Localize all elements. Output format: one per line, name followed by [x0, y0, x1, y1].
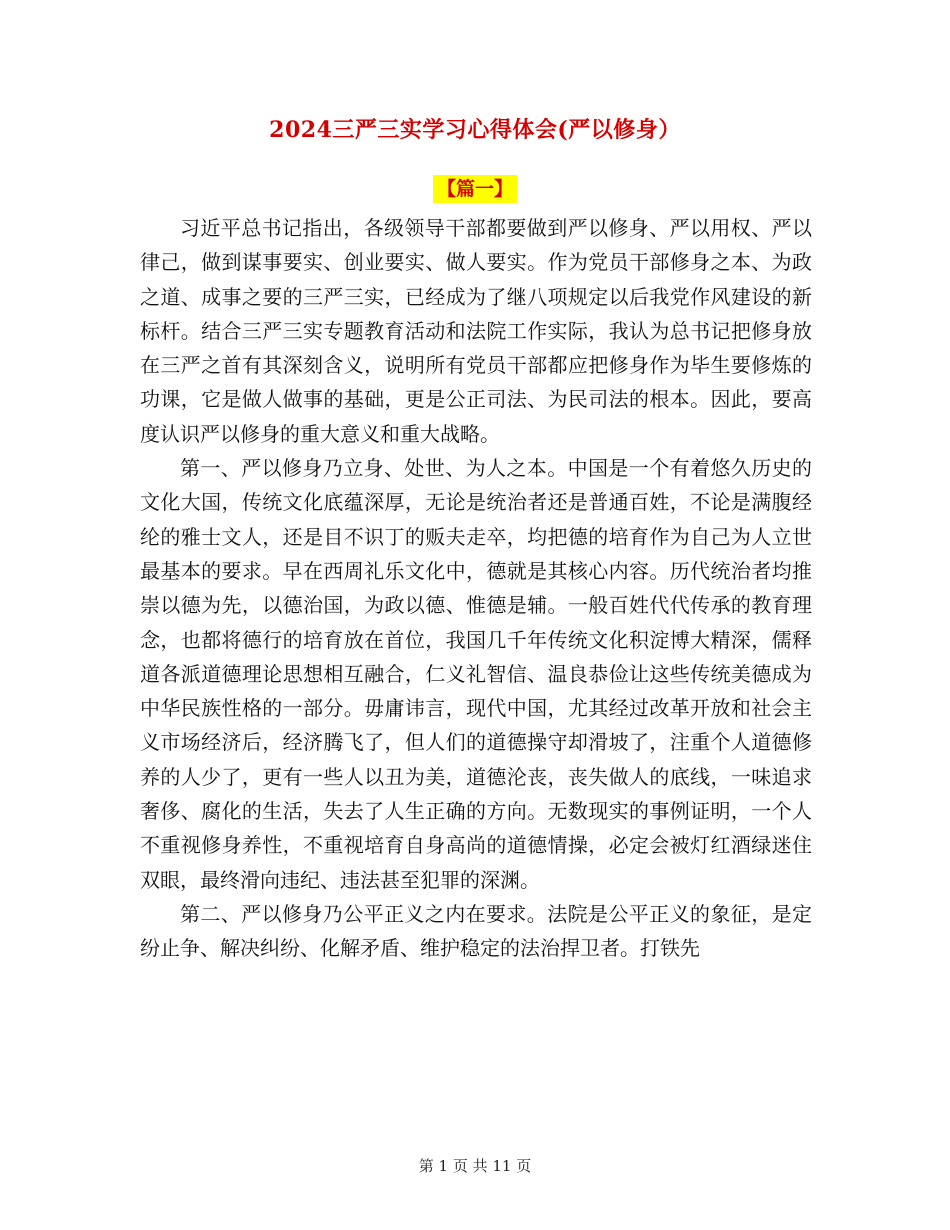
page-footer: 第 1 页 共 11 页	[418, 1157, 532, 1175]
section-label-container	[0, 175, 950, 203]
paragraph-2: 第一、严以修身乃立身、处世、为人之本。中国是一个有着悠久历史的文化大国，传统文化底蕴深厚，无论是统治者还是普通百姓，不论是满腹经纶的雅士文人，还是目不识丁的贩夫走卒，均把德的培育作为自己为人立世最基本的要求。早在西周礼乐文化中，德就是其核心内容。历代统治者均推崇以德为先，以德治国，为政以德、惟德是辅。一般百姓代代传承的教育理念，也都将德行的培育放在首位，我国几千年传统文化积淀博大精深，儒释道各派道德理论思想相互融合，仁义礼智信、温良恭俭让这些传统美德成为中华民族性格的一部分。毋庸讳言，现代中国，尤其经过改革开放和社会主义市场经济后，经济腾飞了，但人们的道德操守却滑坡了，注重个人道德修养的人少了，更有一些人以丑为美，道德沦丧，丧失做人的底线，一味追求奢侈、腐化的生活，失去了人生正确的方向。无数现实的事例证明，一个人不重视修身养性，不重视培育自身高尚的道德情操，必定会被灯红酒绿迷住双眼，最终滑向违纪、违法甚至犯罪的深渊。	[140, 456, 812, 892]
section-label: 【篇一】	[433, 175, 517, 203]
document-title: 2024三严三实学习心得体会(严以修身）	[269, 117, 681, 143]
paragraph-3: 第二、严以修身乃公平正义之内在要求。法院是公平正义的象征，是定纷止争、解决纠纷、化解矛盾、维护稳定的法治捍卫者。打铁先	[140, 901, 812, 961]
paragraph-1: 习近平总书记指出，各级领导干部都要做到严以修身、严以用权、严以律己，做到谋事要实、创业要实、做人要实。作为党员干部修身之本、为政之道、成事之要的三严三实，已经成为了继八项规定以后我党作风建设的新标杆。结合三严三实专题教育活动和法院工作实际，我认为总书记把修身放在三严之首有其深刻含义，说明所有党员干部都应把修身作为毕生要修炼的功课，它是做人做事的基础，更是公正司法、为民司法的根本。因此，要高度认识严以修身的重大意义和重大战略。	[140, 216, 812, 446]
document-body	[140, 211, 812, 966]
